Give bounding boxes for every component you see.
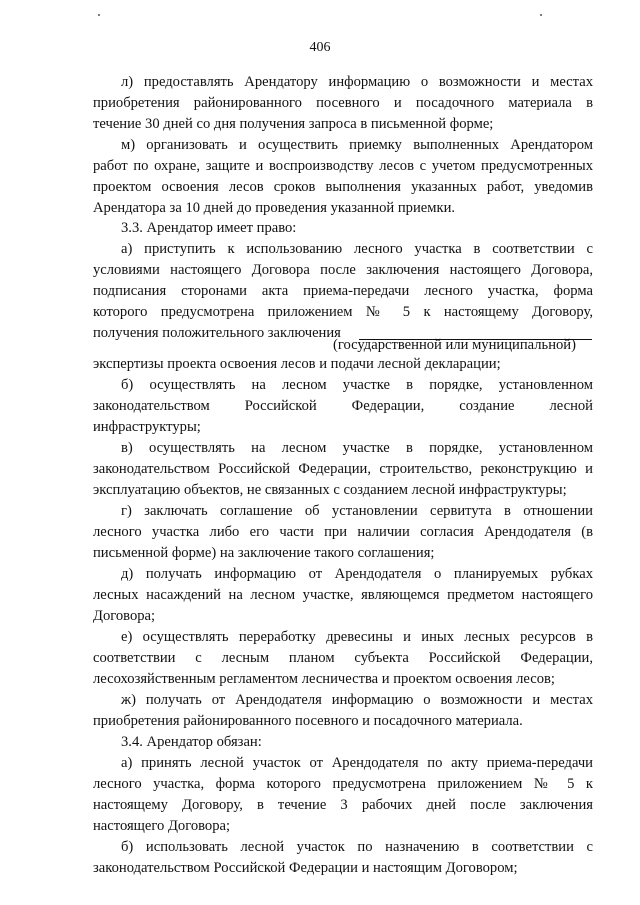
- text-line: а) приступить к использованию лесного участка в соответствии с: [121, 241, 593, 257]
- text-line: е) осуществлять переработку древесины и иных лесных ресурсов в: [121, 629, 593, 645]
- scan-speck: [98, 14, 100, 16]
- section-heading: 3.3. Арендатор имеет право:: [121, 220, 297, 236]
- text-line: законодательством Российской Федерации и настоящим Договором;: [93, 860, 518, 876]
- text-line: письменной форме) на заключение такого соглашения;: [93, 545, 435, 561]
- text-line: соответствии с лесным планом субъекта Российской Федерации,: [93, 650, 593, 666]
- text-line: проектом освоения лесов сроков выполнения указанных работ, уведомив: [93, 179, 593, 195]
- text-line: законодательством Российской Федерации, создание лесной: [93, 398, 593, 414]
- text-line: лесного участка либо его части при наличии согласия Арендодателя (в: [93, 524, 593, 540]
- text-line: лесного участка, форма которого предусмотрена приложением № 5 к: [93, 776, 593, 792]
- text-line: экспертизы проекта освоения лесов и подачи лесной декларации;: [93, 356, 501, 372]
- text-line: а) принять лесной участок от Арендодателя по акту приема-передачи: [121, 755, 593, 771]
- text-line: г) заключать соглашение об установлении сервитута в отношении: [121, 503, 593, 519]
- text-line: Арендатора за 10 дней до проведения указанной приемки.: [93, 200, 456, 216]
- text-line: настоящего Договора;: [93, 818, 231, 834]
- text-line: б) осуществлять на лесном участке в порядке, установленном: [121, 377, 593, 393]
- text-line: приобретения районированного посевного и посадочного материала в: [93, 95, 593, 111]
- text-line: которого предусмотрена приложением № 5 к настоящему Договору,: [93, 304, 593, 320]
- text-line: течение 30 дней со дня получения запроса в письменной форме;: [93, 116, 494, 132]
- text-line: д) получать информацию от Арендодателя о планируемых рубках: [121, 566, 593, 582]
- text-line: лесных насаждений на лесном участке, являющемся предметом настоящего: [93, 587, 593, 603]
- scan-speck: [540, 14, 542, 16]
- section-heading: 3.4. Арендатор обязан:: [121, 734, 262, 750]
- page-number: 406: [309, 40, 331, 55]
- field-caption: (государственной или муниципальной): [333, 337, 576, 353]
- text-line: эксплуатацию объектов, не связанных с созданием лесной инфраструктуры;: [93, 482, 567, 498]
- text-line: получения положительного заключения: [93, 325, 341, 341]
- text-line: в) осуществлять на лесном участке в порядке, установленном: [121, 440, 593, 456]
- text-line: Договора;: [93, 608, 156, 624]
- text-line: настоящему Договору, в течение 3 рабочих дней после заключения: [93, 797, 593, 813]
- text-line: ж) получать от Арендодателя информацию о возможности и местах: [121, 692, 593, 708]
- text-line: подписания сторонами акта приема-передачи лесного участка, форма: [93, 283, 593, 299]
- text-line: б) использовать лесной участок по назначению в соответствии с: [121, 839, 593, 855]
- text-line: приобретения районированного посевного и посадочного материала.: [93, 713, 523, 729]
- text-line: законодательством Российской Федерации, строительство, реконструкцию и: [93, 461, 593, 477]
- text-line: л) предоставлять Арендатору информацию о возможности и местах: [121, 74, 593, 90]
- text-line: работ по охране, защите и воспроизводству лесов с учетом предусмотренных: [93, 158, 593, 174]
- text-line: м) организовать и осуществить приемку выполненных Арендатором: [121, 137, 593, 153]
- text-line: инфраструктуры;: [93, 419, 201, 435]
- text-line: лесохозяйственным регламентом лесничества и проектом освоения лесов;: [93, 671, 555, 687]
- text-line: условиями настоящего Договора после заключения настоящего Договора,: [93, 262, 593, 278]
